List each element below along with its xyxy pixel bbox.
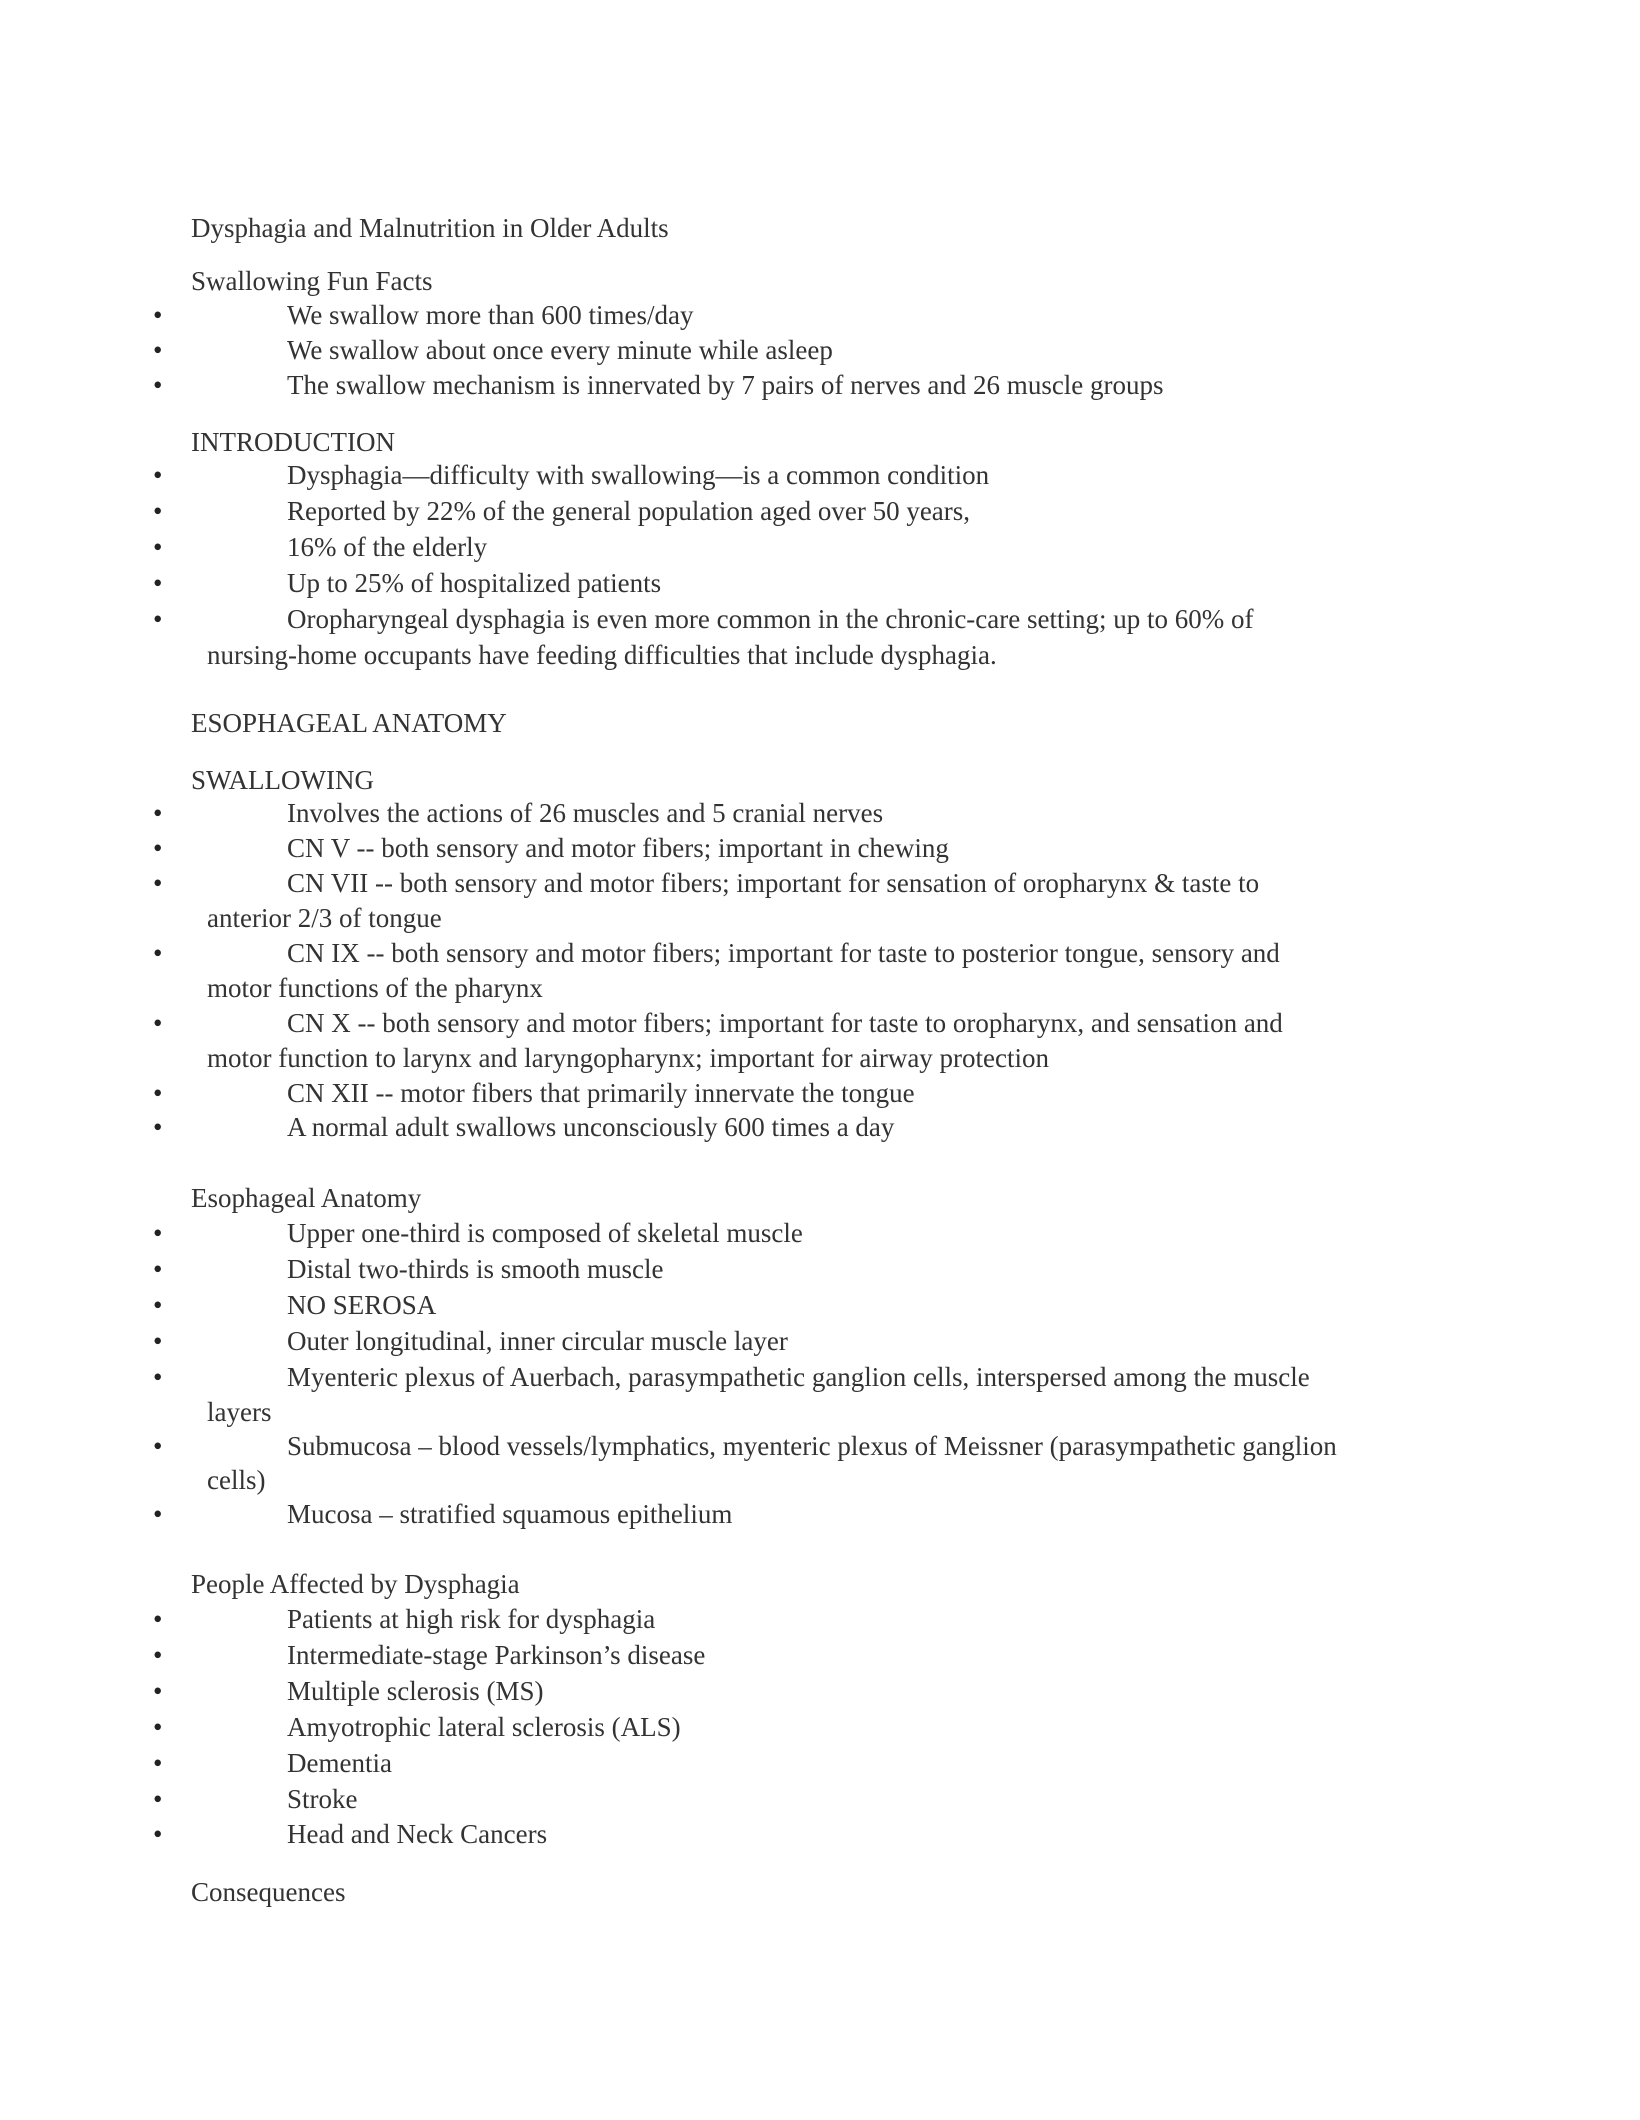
section-heading-esophageal-anatomy: ESOPHAGEAL ANATOMY	[191, 708, 507, 738]
list-item: Up to 25% of hospitalized patients	[287, 568, 662, 598]
bullet-icon: •	[153, 938, 163, 968]
list-item: A normal adult swallows unconsciously 600 times a day	[287, 1112, 895, 1142]
bullet-icon: •	[153, 370, 163, 400]
bullet-icon: •	[153, 1008, 163, 1038]
list-item: Submucosa – blood vessels/lymphatics, myenteric plexus of Meissner (parasympathetic ganglion	[287, 1431, 1337, 1461]
list-item-continuation: anterior 2/3 of tongue	[207, 903, 442, 933]
list-item: Involves the actions of 26 muscles and 5 cranial nerves	[287, 798, 884, 828]
bullet-icon: •	[153, 1499, 163, 1529]
bullet-icon: •	[153, 868, 163, 898]
list-item: Distal two-thirds is smooth muscle	[287, 1254, 664, 1284]
list-item: Dysphagia—difficulty with swallowing—is a common condition	[287, 460, 990, 490]
list-item: Outer longitudinal, inner circular muscle layer	[287, 1326, 788, 1356]
list-item-continuation: motor functions of the pharynx	[207, 973, 543, 1003]
bullet-icon: •	[153, 1254, 163, 1284]
bullet-icon: •	[153, 1431, 163, 1461]
bullet-icon: •	[153, 1078, 163, 1108]
section-heading-people-affected: People Affected by Dysphagia	[191, 1569, 520, 1599]
list-item: Patients at high risk for dysphagia	[287, 1604, 656, 1634]
list-item-continuation: layers	[207, 1397, 272, 1427]
document-title: Dysphagia and Malnutrition in Older Adults	[191, 213, 669, 243]
section-heading-swallowing: SWALLOWING	[191, 765, 374, 795]
list-item: Stroke	[287, 1784, 358, 1814]
bullet-icon: •	[153, 1604, 163, 1634]
bullet-icon: •	[153, 1640, 163, 1670]
bullet-icon: •	[153, 300, 163, 330]
bullet-icon: •	[153, 833, 163, 863]
bullet-icon: •	[153, 532, 163, 562]
list-item: CN V -- both sensory and motor fibers; important in chewing	[287, 833, 949, 863]
list-item: CN XII -- motor fibers that primarily innervate the tongue	[287, 1078, 915, 1108]
list-item: CN VII -- both sensory and motor fibers; important for sensation of oropharynx & taste to	[287, 868, 1260, 898]
bullet-icon: •	[153, 1712, 163, 1742]
list-item: CN X -- both sensory and motor fibers; important for taste to oropharynx, and sensation and	[287, 1008, 1283, 1038]
bullet-icon: •	[153, 1218, 163, 1248]
list-item: Dementia	[287, 1748, 392, 1778]
bullet-icon: •	[153, 496, 163, 526]
list-item: Mucosa – stratified squamous epithelium	[287, 1499, 733, 1529]
list-item: Amyotrophic lateral sclerosis (ALS)	[287, 1712, 681, 1742]
list-item-continuation: nursing-home occupants have feeding difficulties that include dysphagia.	[207, 640, 997, 670]
list-item: The swallow mechanism is innervated by 7 pairs of nerves and 26 muscle groups	[287, 370, 1164, 400]
list-item: We swallow about once every minute while asleep	[287, 335, 833, 365]
list-item: Reported by 22% of the general population aged over 50 years,	[287, 496, 971, 526]
list-item-continuation: motor function to larynx and laryngopharynx; important for airway protection	[207, 1043, 1050, 1073]
bullet-icon: •	[153, 1290, 163, 1320]
bullet-icon: •	[153, 1112, 163, 1142]
list-item: Head and Neck Cancers	[287, 1819, 548, 1849]
list-item: Upper one-third is composed of skeletal muscle	[287, 1218, 803, 1248]
list-item: Oropharyngeal dysphagia is even more common in the chronic-care setting; up to 60% of	[287, 604, 1254, 634]
bullet-icon: •	[153, 568, 163, 598]
bullet-icon: •	[153, 460, 163, 490]
list-item: Myenteric plexus of Auerbach, parasympathetic ganglion cells, interspersed among the muscle	[287, 1362, 1310, 1392]
bullet-icon: •	[153, 1362, 163, 1392]
section-heading-introduction: INTRODUCTION	[191, 427, 395, 457]
section-heading-esophageal-anatomy-detail: Esophageal Anatomy	[191, 1183, 422, 1213]
bullet-icon: •	[153, 798, 163, 828]
list-item: We swallow more than 600 times/day	[287, 300, 694, 330]
list-item: Multiple sclerosis (MS)	[287, 1676, 544, 1706]
bullet-icon: •	[153, 1784, 163, 1814]
section-heading-consequences: Consequences	[191, 1877, 346, 1907]
list-item: 16% of the elderly	[287, 532, 488, 562]
bullet-icon: •	[153, 1326, 163, 1356]
bullet-icon: •	[153, 1748, 163, 1778]
bullet-icon: •	[153, 1676, 163, 1706]
section-heading-fun-facts: Swallowing Fun Facts	[191, 266, 433, 296]
list-item: Intermediate-stage Parkinson’s disease	[287, 1640, 706, 1670]
list-item: NO SEROSA	[287, 1290, 437, 1320]
bullet-icon: •	[153, 335, 163, 365]
list-item: CN IX -- both sensory and motor fibers; important for taste to posterior tongue, sensory and	[287, 938, 1280, 968]
bullet-icon: •	[153, 604, 163, 634]
list-item-continuation: cells)	[207, 1465, 266, 1495]
bullet-icon: •	[153, 1819, 163, 1849]
